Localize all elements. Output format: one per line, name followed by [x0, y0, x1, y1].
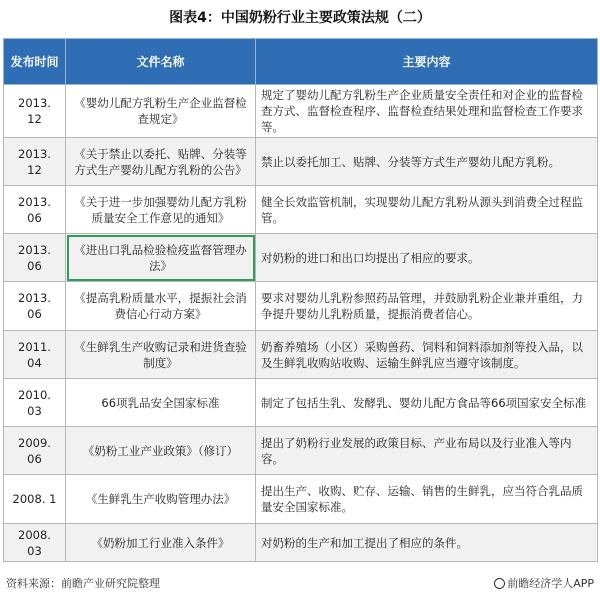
row-date: 2011. 04: [4, 331, 66, 379]
row-date: 2008. 1: [4, 475, 66, 524]
row-date: 2013. 12: [4, 138, 66, 186]
header-file-name: 文件名称: [66, 39, 256, 85]
row-file-name: 《奶粉工业产业政策》（修订）: [66, 427, 256, 475]
row-content: 提出生产、收购、贮存、运输、销售的生鲜乳，应当符合乳品质量安全国家标准。: [256, 475, 598, 524]
row-file-name: 《提高乳粉质量水平，提振社会消费信心行动方案》: [66, 282, 256, 331]
source-note: 资料来源：前瞻产业研究院整理: [6, 577, 160, 590]
table-row: [4, 234, 598, 282]
brand-credit: [494, 575, 594, 591]
row-content: 禁止以委托加工、贴牌、分装等方式生产婴幼儿配方乳粉。: [256, 138, 598, 186]
row-content: 对奶粉的生产和加工提出了相应的条件。: [256, 524, 598, 562]
table-row: [4, 138, 598, 186]
row-file-name: 《关于禁止以委托、贴牌、分装等方式生产婴幼儿配方乳粉的公告》: [66, 138, 256, 186]
row-date: 2013. 12: [4, 85, 66, 138]
table-row: [4, 524, 598, 562]
row-file-name: 《生鲜乳生产收购管理办法》: [66, 475, 256, 524]
row-content: 规定了婴幼儿配方乳粉生产企业质量安全责任和对企业的监督检查方式、监督检查程序、监督检查结果处理和监督检查工作要求等。: [256, 85, 598, 138]
table-header-row: [4, 39, 598, 85]
row-content: 提出了奶粉行业发展的政策目标、产业布局以及行业准入等内容。: [256, 427, 598, 475]
row-content: 制定了包括生乳、发酵乳、婴幼儿配方食品等66项国家安全标准: [256, 379, 598, 427]
row-file-name: 《奶粉加工行业准入条件》: [66, 524, 256, 562]
row-file-name: 66项乳品安全国家标准: [66, 379, 256, 427]
row-date: 2013. 06: [4, 234, 66, 282]
row-date: 2009. 06: [4, 427, 66, 475]
row-file-name: 《婴幼儿配方乳粉生产企业监督检查规定》: [66, 85, 256, 138]
table-row: [4, 475, 598, 524]
row-content: 奶畜养殖场（小区）采购兽药、饲料和饲料添加剂等投入品，以及生鲜乳收购站收购、运输生鲜乳应当遵守该制度。: [256, 331, 598, 379]
table-row: [4, 282, 598, 331]
header-main-content: 主要内容: [256, 39, 598, 85]
row-file-name: 《关于进一步加强婴幼儿配方乳粉质量安全工作意见的通知》: [66, 186, 256, 234]
row-file-name: 《生鲜乳生产收购记录和进货查验制度》: [66, 331, 256, 379]
row-date: 2008. 03: [4, 524, 66, 562]
table-row: [4, 186, 598, 234]
row-content: 对奶粉的进口和出口均提出了相应的要求。: [256, 234, 598, 282]
table-row: [4, 427, 598, 475]
header-date: 发布时间: [4, 39, 66, 85]
row-date: 2010. 03: [4, 379, 66, 427]
table-row: [4, 85, 598, 138]
table-row: [4, 331, 598, 379]
brand-logo-icon: [494, 578, 505, 589]
row-content: 健全长效监管机制，实现婴幼儿配方乳粉从源头到消费全过程监管。: [256, 186, 598, 234]
table-row: [4, 379, 598, 427]
brand-name: 前瞻经济学人APP: [507, 577, 594, 590]
row-file-name: 《进出口乳品检验检疫监督管理办法》: [66, 234, 256, 282]
row-date: 2013. 06: [4, 186, 66, 234]
row-date: 2013. 06: [4, 282, 66, 331]
footer: [0, 572, 600, 594]
row-content: 要求对婴幼儿乳粉参照药品管理，并鼓励乳粉企业兼并重组，力争提升婴幼儿乳粉质量，提振消费者信心。: [256, 282, 598, 331]
policy-table: [3, 38, 598, 562]
figure-title: 图表4：中国奶粉行业主要政策法规（二）: [169, 10, 431, 26]
